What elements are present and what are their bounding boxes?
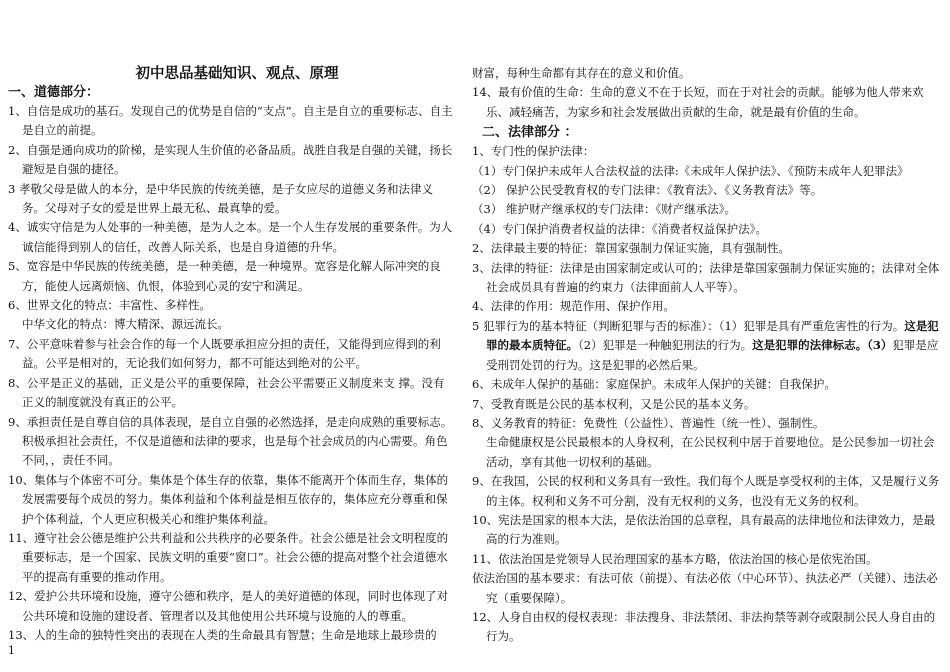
law-item-1: 1、专门性的保护法律： [472,144,595,159]
law-5-bold-2: 这是犯罪的法律标志。 [752,338,868,353]
paragraph-4: 4、诚实守信是为人处事的一种美德，是为人之本。是一个人生存发展的重要条件。为人诚信能得到别人的信任，改善人际关系，也是自身道德的升华。 [8,220,453,254]
law-item-3: 3、法律的特征：法律是由国家制定或认可的；法律是靠国家强制力保证实施的；法律对全体社会成员具有普遍的约束力（法律面前人人平等）。 [472,260,940,295]
law-item-6: 6、未成年人保护的基础：家庭保护。未成年人保护的关键：自我保护。 [472,377,836,392]
law-item-8: 8、义务教育的特征：免费性（公益性）、普遍性（统一性）、强制性。 [472,415,825,430]
paragraph-2: 2、自强是通向成功的阶梯，是实现人生价值的必备品质。战胜自我是自强的关键，扬长避短是自强的捷径。 [8,142,453,177]
paragraph-10: 10、集体与个体密不可分。集体是个体生存的依靠，集体不能离开个体而生存，集体的发展需要每个成员的努力。集体利益和个体利益是相互依存的，集体应充分尊重和保护个体利益，个人更应积极关心和维护集体利益。 [8,472,449,526]
paragraph-7: 7、公平意味着参与社会合作的每一个人既要承担应分担的责任，又能得到应得到的利益。公平是相对的，无论我们如何努力，都不可能达到绝对的公平。 [8,336,441,371]
paragraph-14: 14、最有价值的生命：生命的意义不在于长短，而在于对社会的贡献。能够为他人带来欢乐、减轻痛苦，为家乡和社会发展做出贡献的生命，就是最有价值的生命。 [472,85,924,119]
paragraph-3: 3 孝敬父母是做人的本分，是中华民族的传统美德，是子女应尽的道德义务和法律义务。父母对子女的爱是世界上最无私、最真挚的爱。 [8,181,433,216]
law-item-12: 12、人身自由权的侵权表现：非法搜身、非法禁闭、非法拘禁等剥夺或限制公民人身自由的行为。 [472,609,936,644]
page-number: 1 [8,644,15,657]
paragraph-13: 13、人的生命的独特性突出的表现在人类的生命最具有智慧；生命是地球上最珍贵的 [8,627,437,642]
paragraph-6: 6、世界文化的特点：丰富性、多样性。 [8,298,211,313]
section-heading-morality: 一、道德部分： [8,85,100,100]
law-5-bold-1: 这是犯罪的最本质特征。 [486,318,939,353]
paragraph-8: 8、公平是正义的基础，正义是公平的重要保障，社会公平需要正义制度来支 撑。没有正义的制度就没有真正的公平。 [8,375,445,410]
law-item-2: 2、法律最主要的特征：靠国家强制力保证实施，具有强制性。 [472,241,790,256]
law-item-5 [472,317,940,375]
continuation-line: 财富，每种生命都有其存在的意义和价值。 [472,66,691,80]
paragraph-12: 12、爱护公共环境和设施，遵守公德和秩序，是人的美好道德的体现，同时也体现了对公共环境和设施的建设者、管理者以及其他使用公共环境与设施的人的尊重。 [8,589,449,623]
law-item-1a: （1）专门保护未成年人合法权益的法律:《未成年人保护法》、《预防未成年人犯罪法》 [472,163,909,178]
document-title: 初中思品基础知识、观点、原理 [135,66,339,82]
paragraph-6b: 中华文化的特点：博大精深、源远流长。 [22,317,229,332]
law-item-1c: （3） 维护财产继承权的专门法律：《财产继承法》。 [472,202,736,217]
law-item-11: 11、依法治国是党领导人民治理国家的基本方略，依法治国的核心是依宪治国。 [472,551,878,566]
law-5-text-3: 犯罪是应受刑罚处罚的行为。这是犯罪的必然后果。 [486,338,939,372]
section-heading-law: 二、法律部分 ： [482,125,578,141]
law-item-1d: （4）专门保护消费者权益的法律：《消费者权益保护法》。 [472,221,767,236]
law-item-8b: 生命健康权是公民最根本的人身权利，在公民权利中居于首要地位。是公民参加一切社会活动，享有其他一切权利的基础。 [486,435,935,469]
law-5-text-2: （2）犯罪是一种触犯刑法的行为。 [578,338,753,353]
law-5-text-1: 5 犯罪行为的基本特征（判断犯罪与否的标准）：（1）犯罪是具有严重危害性的行为。 [472,318,905,333]
law-item-11b: 依法治国的基本要求：有法可依（前提）、有法必依（中心环节）、执法必严（关键）、违法必究（重要保障）。 [472,571,938,605]
paragraph-9: 9、承担责任是自尊自信的具体表现，是自立自强的必然选择，是走向成熟的重要标志。积极承担社会责任，不仅是道德和法律的要求，也是每个社会成员的内心需要。角色不同，，责任不同。 [8,414,453,468]
left-column [8,62,454,645]
law-item-4: 4、法律的作用：规范作用、保护作用。 [472,299,675,314]
law-item-7: 7、受教育既是公民的基本权利，又是公民的基本义务。 [472,396,756,411]
law-5-bold-3: （3） [867,338,893,353]
paragraph-1: 1、自信是成功的基石。发现自己的优势是自信的“支点”。自主是自立的重要标志、自主是自立的前提。 [8,104,453,138]
right-column [472,64,940,647]
paragraph-11: 11、遵守社会公德是维护公共利益和公共秩序的必要条件。社会公德是社会文明程度的重要标志，是一个国家、民族文明的重要“窗口”。社会公德的提高对整个社会道德水平的提高有重要的推动作用。 [8,530,449,584]
law-item-9: 9、在我国，公民的权利和义务具有一致性。我们每个人既是享受权利的主体，又是履行义务的主体。权利和义务不可分割，没有无权利的义务，也没有无义务的权利。 [472,474,940,508]
law-item-1b: （2） 保护公民受教育权的专门法律：《教育法》、《义务教育法》等。 [472,183,823,198]
law-item-10: 10、宪法是国家的根本大法，是依法治国的总章程，具有最高的法律地位和法律效力，是最高的行为准则。 [472,512,936,547]
paragraph-5: 5、宽容是中华民族的传统美德，是一种美德，是一种境界。宽容是化解人际冲突的良方，能使人远离烦恼、仇恨，体验到心灵的安宁和满足。 [8,259,441,293]
